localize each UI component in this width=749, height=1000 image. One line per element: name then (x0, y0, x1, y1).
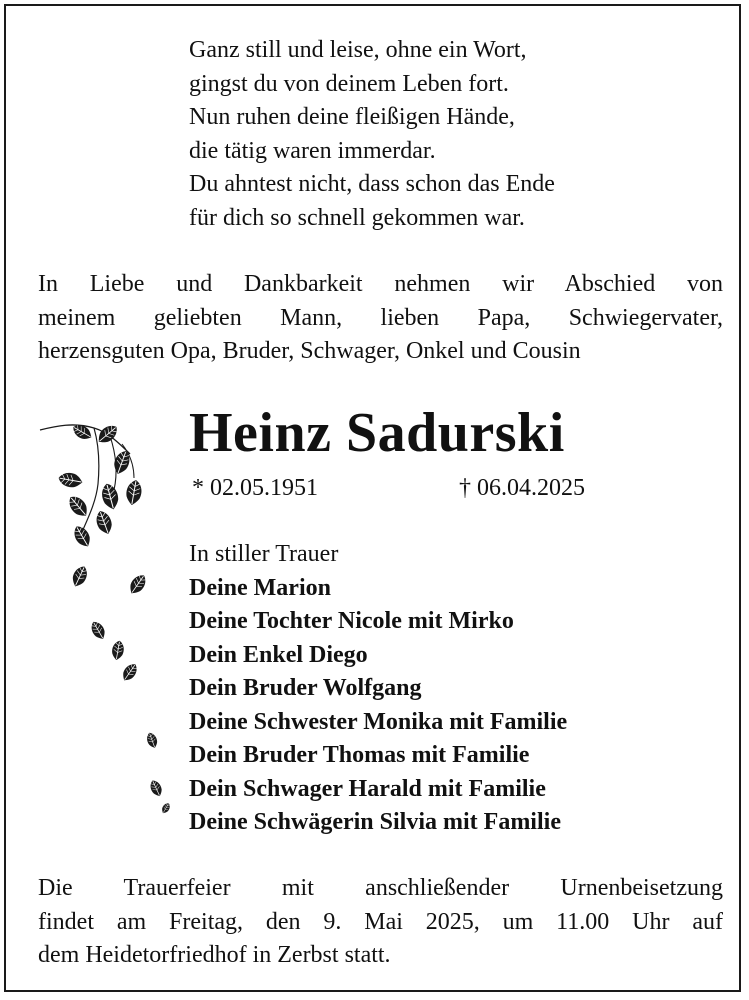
mourner-name: Deine Schwägerin Silvia mit Familie (189, 809, 561, 835)
poem-line: gingst du von deinem Leben fort. (189, 70, 509, 97)
poem-line: Du ahntest nicht, dass schon das Ende (189, 171, 555, 197)
intro-line: herzensguten Opa, Bruder, Schwager, Onkel und Cousin (38, 338, 581, 364)
funeral-line: dem Heidetorfriedhof in Zerbst statt. (38, 942, 391, 968)
intro-text (38, 268, 723, 369)
mourners-heading: In stiller Trauer (189, 541, 339, 567)
mourner-name: Dein Schwager Harald mit Familie (189, 775, 546, 802)
mourner-name: Dein Bruder Thomas mit Familie (189, 742, 530, 768)
poem-line: Ganz still und leise, ohne ein Wort, (189, 37, 527, 63)
intro-line: In Liebe und Dankbarkeit nehmen wir Abschied von (38, 271, 723, 297)
mourners-list (189, 538, 567, 840)
mourner-name: Deine Marion (189, 574, 331, 601)
funeral-details (38, 872, 723, 973)
birch-leaves-icon (36, 414, 186, 834)
funeral-line: findet am Freitag, den 9. Mai 2025, um 11.00 Uhr auf (38, 908, 723, 935)
mourner-name: Dein Bruder Wolfgang (189, 675, 422, 701)
poem-line: die tätig waren immerdar. (189, 137, 436, 164)
poem-line: Nun ruhen deine fleißigen Hände, (189, 104, 515, 130)
deceased-name: Heinz Sadurski (189, 402, 565, 464)
obituary-frame (4, 4, 741, 992)
poem (189, 34, 555, 235)
birth-date: * 02.05.1951 (192, 475, 318, 501)
mourner-name: Deine Schwester Monika mit Familie (189, 708, 568, 735)
poem-line: für dich so schnell gekommen war. (189, 204, 525, 231)
funeral-line: Die Trauerfeier mit anschließender Urnenbeisetzung (38, 875, 723, 901)
mourner-name: Deine Tochter Nicole mit Mirko (189, 608, 514, 634)
death-date: † 06.04.2025 (459, 475, 585, 501)
intro-line: meinem geliebten Mann, lieben Papa, Schwiegervater, (38, 304, 723, 331)
mourner-name: Dein Enkel Diego (189, 641, 368, 668)
